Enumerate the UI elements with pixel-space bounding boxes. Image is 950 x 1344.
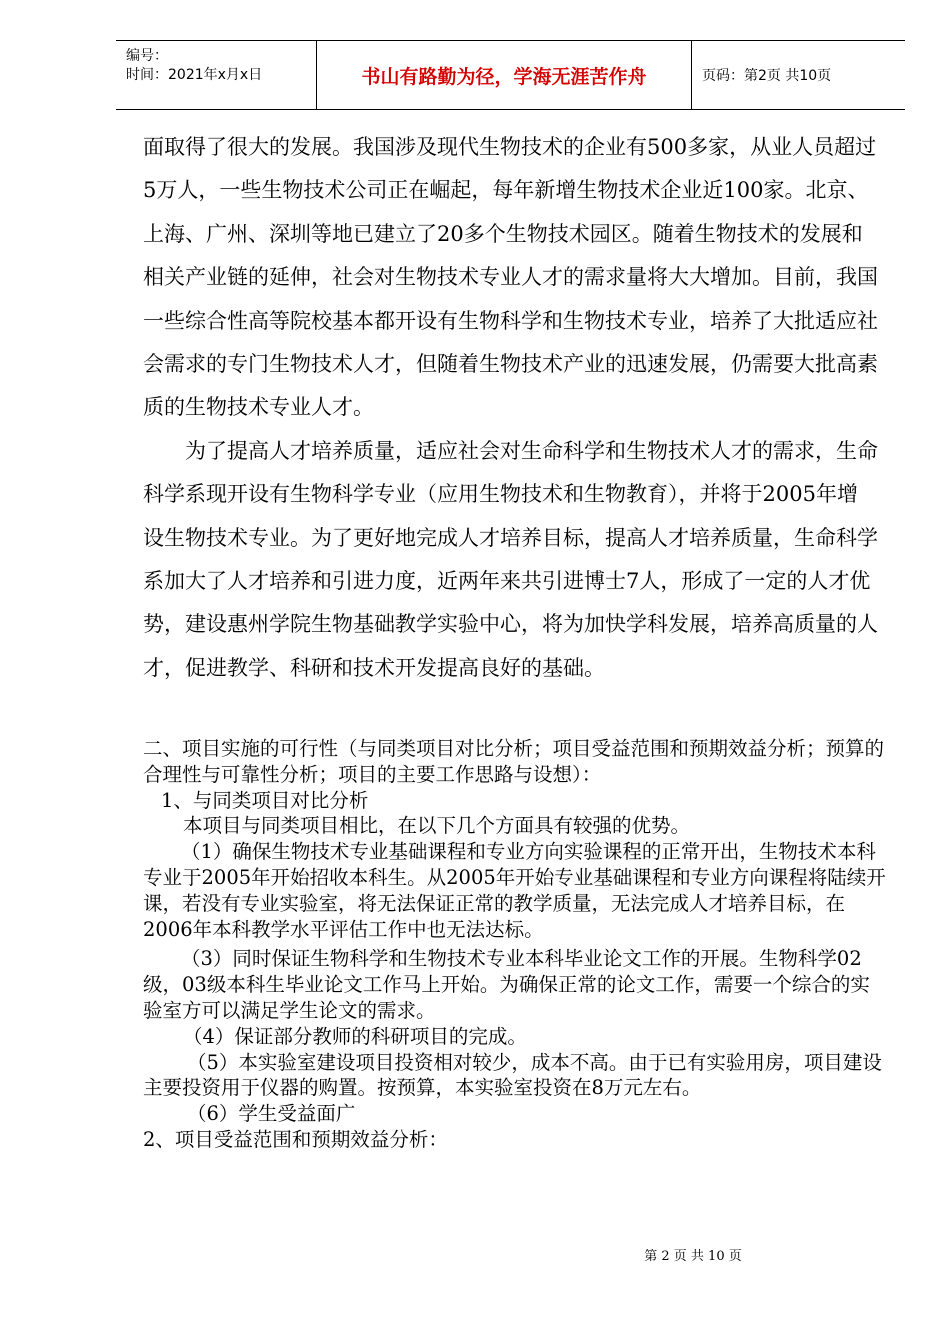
item-5: （5）本实验室建设项目投资相对较少，成本不高。由于已有实验用房，项目建设主要投资用于仪器的购置。按预算，本实验室投资在8万元左右。 — [143, 1050, 882, 1100]
section-heading: 二、项目实施的可行性（与同类项目对比分析；项目受益范围和预期效益分析；预算的合理性与可靠性分析；项目的主要工作思路与设想）： — [143, 737, 885, 786]
page-footer — [0, 1245, 950, 1264]
page-header — [116, 40, 905, 110]
subheading-comparison: 1、与同类项目对比分析 — [161, 788, 369, 812]
motto-text: 书山有路勤为径，学海无涯苦作舟 — [361, 65, 647, 88]
body-large-section — [143, 126, 878, 690]
item-6: （6）学生受益面广 — [187, 1102, 356, 1126]
paragraph-development: 面取得了很大的发展。我国涉及现代生物技术的企业有500多家，从业人员超过5万人，一些生物技术公司正在崛起，每年新增生物技术企业近100家。北京、上海、广州、深圳等地已建立了20多个生物技术园区。随着生物技术的发展和相关产业链的延伸，社会对生物技术专业人才的需求量将大大增加。目前，我国一些综合性高等院校基本都开设有生物科学和生物技术专业，培养了大批适应社会需求的专门生物技术人才，但随着生物技术产业的迅速发展，仍需要大批高素质的生物技术专业人才。 — [143, 135, 878, 420]
footer-page-number: 第 2 页 共 10 页 — [644, 1249, 742, 1264]
page-code: 页码：第2页 共10页 — [702, 68, 832, 84]
header-info-cell — [116, 41, 316, 109]
intro-text: 本项目与同类项目相比，在以下几个方面具有较强的优势。 — [183, 814, 691, 838]
item-1: （1）确保生物技术专业基础课程和专业方向实验课程的正常开出，生物技术本科专业于2005年开始招收本科生。从2005年开始专业基础课程和专业方向课程将陆续开课，若没有专业实验室，将无法保证正常的教学质量，无法完成人才培养目标，在2006年本科教学水平评估工作中也无法达标。 — [143, 840, 886, 941]
body-small-section — [143, 736, 888, 1153]
number-label: 编号： — [126, 48, 168, 64]
paragraph-talent: 为了提高人才培养质量，适应社会对生命科学和生物技术人才的需求，生命科学系现开设有生物科学专业（应用生物技术和生物教育），并将于2005年增设生物技术专业。为了更好地完成人才培养目标，提高人才培养质量，生命科学系加大了人才培养和引进力度，近两年来共引进博士7人，形成了一定的人才优势，建设惠州学院生物基础教学实验中心，将为加快学科发展，培养高质量的人才，促进教学、科研和技术开发提高良好的基础。 — [143, 438, 878, 680]
item-4: （4）保证部分教师的科研项目的完成。 — [183, 1024, 527, 1048]
time-label: 时间：2021年x月x日 — [126, 67, 263, 83]
item-3: （3）同时保证生物科学和生物技术专业本科毕业论文工作的开展。生物科学02级，03级本科生毕业论文工作马上开始。为确保正常的论文工作，需要一个综合的实验室方可以满足学生论文的需求。 — [143, 947, 870, 1022]
header-motto-cell — [316, 41, 692, 109]
subheading-benefit: 2、项目受益范围和预期效益分析： — [143, 1127, 448, 1151]
header-page-cell — [692, 41, 905, 109]
